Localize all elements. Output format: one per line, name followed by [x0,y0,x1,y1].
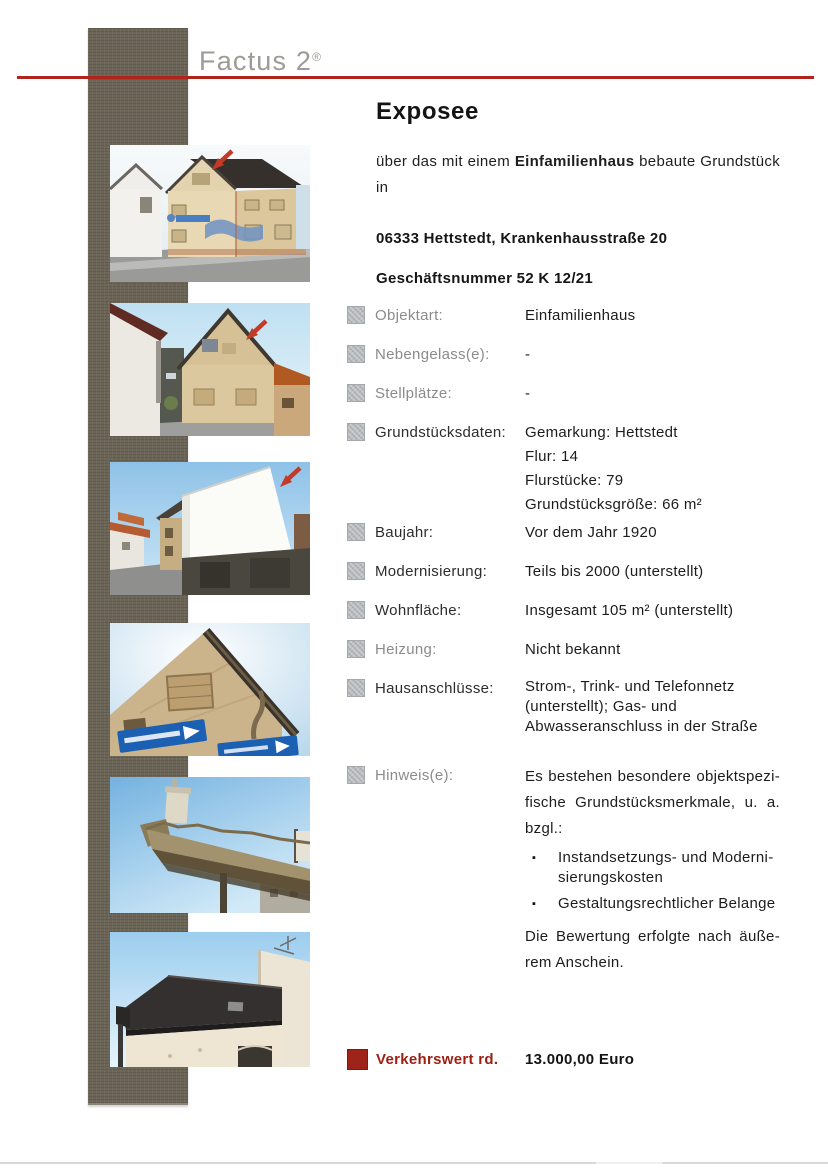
spec-value: Vor dem Jahr 1920 [525,524,657,541]
spec-value: - [525,346,531,363]
spec-row [347,382,780,406]
spec-value: - [525,385,531,402]
photo-house-street-corner [110,145,310,282]
list-bullet-square [347,640,365,658]
spec-row [347,638,780,662]
hinweis-bullet-list [525,848,780,914]
spec-row [347,599,780,623]
spec-label: Hinweis(e): [375,767,454,784]
red-bullet-square [347,1049,368,1070]
intro-paragraph [376,149,780,175]
spec-row [347,560,780,584]
verkehrswert-row [347,1049,780,1071]
spec-value: Nicht bekannt [525,641,621,658]
spec-label: Wohnfläche: [375,602,462,619]
spec-label: Baujahr: [375,524,434,541]
list-bullet-square [347,306,365,324]
list-bullet-square [347,523,365,541]
list-bullet-square [347,562,365,580]
spec-value: Einfamilienhaus [525,307,636,324]
page-title: Exposee [376,98,479,125]
intro-highlight: Einfamilienhaus [514,153,635,170]
intro-suffix: bebaute Grundstück [639,153,780,170]
page-bottom-edge [0,1162,828,1164]
photo-gable-upward-street-signs [110,623,310,756]
brand-name: Factus 2 [199,46,313,76]
spec-label: Objektart: [375,307,444,324]
registered-mark: ® [312,50,321,64]
spec-row [347,343,780,367]
main-content [347,99,780,991]
hinweis-bullet-item: ▪ Instandsetzungs- und Moderni- sierungskosten [532,849,774,886]
list-bullet-square [347,384,365,402]
verkehrswert-value: 13.000,00 Euro [525,1051,635,1068]
spec-list [347,304,780,737]
list-bullet-square [347,601,365,619]
photo-house-roof-rear [110,932,310,1067]
photo-roof-eave-closeup [110,777,310,913]
spec-value [525,764,780,976]
spec-row-hinweis [347,764,780,976]
spec-label: Heizung: [375,641,437,658]
photo-white-gable-wall [110,462,310,595]
property-address: 06333 Hettstedt, Krankenhausstraße 20 [376,230,668,247]
intro-prefix: über das mit einem [376,153,510,170]
brand-logo [199,42,321,76]
spec-value: Gemarkung: Hettstedt Flur: 14 Flurstücke: 79 Grundstücksgröße: 66 m² [525,424,702,513]
hinweis-intro: Es bestehen besondere objektspezi- fische Grundstücksmerkmale, u. a. bzgl.: [525,768,780,837]
list-bullet-square [347,345,365,363]
spec-label: Nebengelass(e): [375,346,490,363]
spec-value: Insgesamt 105 m² (unterstellt) [525,602,734,619]
hinweis-outro: Die Bewertung erfolgte nach äuße- rem Anschein. [525,928,780,971]
spec-row [347,677,780,737]
verkehrswert-label: Verkehrswert rd. [376,1051,499,1068]
spec-row [347,421,780,517]
photo-house-gable-front [110,303,310,436]
spec-value: Teils bis 2000 (unterstellt) [525,563,704,580]
list-bullet-square [347,423,365,441]
spec-label: Grundstücksdaten: [375,424,507,441]
spec-row [347,521,780,545]
header-rule [17,76,814,79]
spec-value: Strom-, Trink- und Telefonnetz (unterstellt); Gas- und Abwasseranschluss in der Straße [525,678,758,735]
spec-label: Hausanschlüsse: [375,680,494,697]
spec-label: Modernisierung: [375,563,488,580]
list-bullet-square [347,679,365,697]
intro-tail: in [376,179,389,196]
case-number: Geschäftsnummer 52 K 12/21 [376,270,594,287]
list-bullet-square [347,766,365,784]
spec-row [347,304,780,328]
hinweis-bullet-item: ▪ Gestaltungsrechtlicher Belange [532,895,776,912]
spec-label: Stellplätze: [375,385,452,402]
